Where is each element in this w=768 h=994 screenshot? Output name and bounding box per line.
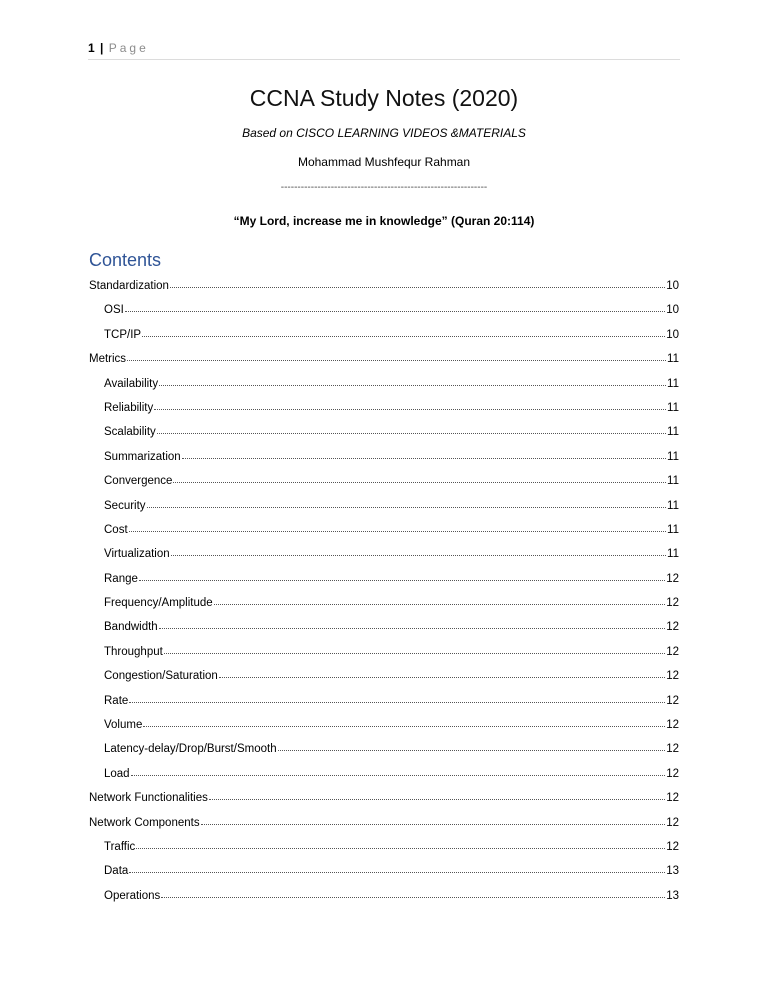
toc-dot-leader — [147, 498, 667, 508]
toc-entry-label: Range — [104, 572, 138, 585]
toc-entry-label: Throughput — [104, 645, 163, 658]
toc-entry-label: Network Functionalities — [89, 792, 208, 805]
toc-entry[interactable] — [89, 786, 679, 810]
toc-entry-page: 12 — [666, 792, 679, 805]
toc-entry-page: 11 — [667, 475, 679, 488]
toc-entry[interactable] — [89, 664, 679, 688]
toc-entry-label: Virtualization — [104, 548, 170, 561]
toc-entry-page: 12 — [666, 743, 679, 756]
toc-dot-leader — [125, 302, 665, 312]
toc-entry-label: TCP/IP — [104, 328, 142, 341]
toc-entry[interactable] — [89, 542, 679, 566]
toc-entry[interactable] — [89, 811, 679, 835]
toc-entry-label: Metrics — [89, 353, 127, 366]
toc-dot-leader — [170, 278, 665, 288]
page-header — [88, 40, 680, 60]
toc-entry-label: Traffic — [104, 840, 136, 853]
toc-entry[interactable] — [89, 372, 679, 396]
toc-dot-leader — [171, 546, 666, 556]
toc-entry[interactable] — [89, 737, 679, 761]
toc-entry-page: 13 — [666, 865, 679, 878]
toc-entry[interactable] — [89, 323, 679, 347]
toc-entry[interactable] — [89, 494, 679, 518]
toc-entry-label: Reliability — [104, 401, 154, 414]
toc-dot-leader — [154, 400, 666, 410]
toc-dot-leader — [278, 741, 666, 751]
toc-entry-page: 12 — [666, 621, 679, 634]
toc-entry-label: Congestion/Saturation — [104, 670, 218, 683]
toc-entry[interactable] — [89, 469, 679, 493]
toc-dot-leader — [201, 815, 666, 825]
toc-entry-page: 10 — [666, 280, 679, 292]
toc-entry[interactable] — [89, 640, 679, 664]
toc-dot-leader — [214, 595, 666, 605]
toc-entry-label: Bandwidth — [104, 621, 158, 634]
toc-entry-page: 12 — [666, 670, 679, 683]
toc-dot-leader — [219, 668, 665, 678]
toc-entry[interactable] — [89, 884, 679, 908]
toc-entry-label: OSI — [104, 304, 124, 317]
toc-entry[interactable] — [89, 347, 679, 371]
toc-entry[interactable] — [89, 615, 679, 639]
toc-entry[interactable] — [89, 591, 679, 615]
toc-entry[interactable] — [89, 859, 679, 883]
toc-entry-label: Summarization — [104, 450, 181, 463]
toc-entry-page: 12 — [666, 767, 679, 780]
page-number: 1 — [88, 41, 95, 55]
toc-entry-label: Scalability — [104, 426, 156, 439]
toc-entry-page: 12 — [666, 719, 679, 732]
toc-entry[interactable] — [89, 835, 679, 859]
toc-entry-page: 12 — [666, 597, 679, 610]
toc-dot-leader — [127, 351, 666, 361]
toc-entry-page: 11 — [667, 499, 679, 512]
toc-dot-leader — [143, 717, 665, 727]
toc-entry-page: 11 — [667, 377, 679, 390]
document-author: Mohammad Mushfequr Rahman — [297, 155, 471, 169]
toc-dot-leader — [129, 522, 666, 532]
toc-dot-leader — [129, 863, 665, 873]
toc-entry[interactable] — [89, 567, 679, 591]
document-subtitle: Based on CISCO LEARNING VIDEOS &MATERIALS — [242, 126, 526, 140]
toc-entry-label: Network Components — [89, 816, 200, 829]
toc-dot-leader — [129, 693, 665, 703]
toc-dot-leader — [159, 619, 665, 629]
table-of-contents — [89, 274, 679, 908]
toc-entry[interactable] — [89, 420, 679, 444]
toc-entry-label: Cost — [104, 523, 128, 536]
toc-entry-label: Latency-delay/Drop/Burst/Smooth — [104, 743, 277, 756]
toc-entry-page: 11 — [667, 353, 679, 366]
toc-dot-leader — [136, 839, 665, 849]
toc-entry-label: Load — [104, 767, 130, 780]
toc-dot-leader — [142, 327, 665, 337]
quote: “My Lord, increase me in knowledge” (Quran 20:114) — [233, 214, 535, 228]
toc-entry-page: 11 — [667, 401, 679, 414]
toc-dot-leader — [157, 424, 666, 434]
toc-entry-label: Standardization — [89, 280, 169, 292]
toc-entry-page: 11 — [667, 426, 679, 439]
toc-entry-page: 11 — [667, 450, 679, 463]
toc-entry-label: Security — [104, 499, 146, 512]
toc-entry[interactable] — [89, 518, 679, 542]
separator-line: -------------------------------------------------------------- — [280, 182, 488, 193]
toc-dot-leader — [173, 473, 666, 483]
toc-entry-label: Rate — [104, 694, 129, 707]
document-title: CCNA Study Notes (2020) — [249, 85, 519, 111]
contents-heading: Contents — [89, 250, 162, 270]
toc-dot-leader — [182, 449, 666, 459]
toc-entry-page: 12 — [666, 816, 679, 829]
toc-entry[interactable] — [89, 396, 679, 420]
toc-dot-leader — [159, 376, 666, 386]
toc-entry-page: 13 — [666, 889, 679, 902]
toc-dot-leader — [139, 571, 665, 581]
toc-dot-leader — [161, 888, 665, 898]
toc-entry[interactable] — [89, 298, 679, 322]
toc-entry[interactable] — [89, 689, 679, 713]
toc-entry-page: 12 — [666, 840, 679, 853]
toc-dot-leader — [209, 790, 665, 800]
page-label: Page — [108, 41, 149, 55]
toc-entry[interactable] — [89, 274, 679, 298]
toc-entry-page: 12 — [666, 694, 679, 707]
toc-dot-leader — [164, 644, 665, 654]
header-separator: | — [100, 41, 104, 55]
toc-entry-page: 12 — [666, 645, 679, 658]
toc-dot-leader — [131, 766, 666, 776]
toc-entry-label: Operations — [104, 889, 161, 902]
toc-entry-page: 12 — [666, 572, 679, 585]
toc-entry[interactable] — [89, 713, 679, 737]
toc-entry-page: 10 — [666, 304, 679, 317]
toc-entry-label: Data — [104, 865, 129, 878]
toc-entry-label: Volume — [104, 719, 143, 732]
toc-entry-page: 10 — [666, 328, 679, 341]
toc-entry-label: Availability — [104, 377, 159, 390]
toc-entry-label: Convergence — [104, 475, 173, 488]
toc-entry[interactable] — [89, 445, 679, 469]
toc-entry-page: 11 — [667, 523, 679, 536]
toc-entry-page: 11 — [667, 548, 679, 561]
toc-entry-label: Frequency/Amplitude — [104, 597, 213, 610]
toc-entry[interactable] — [89, 762, 679, 786]
